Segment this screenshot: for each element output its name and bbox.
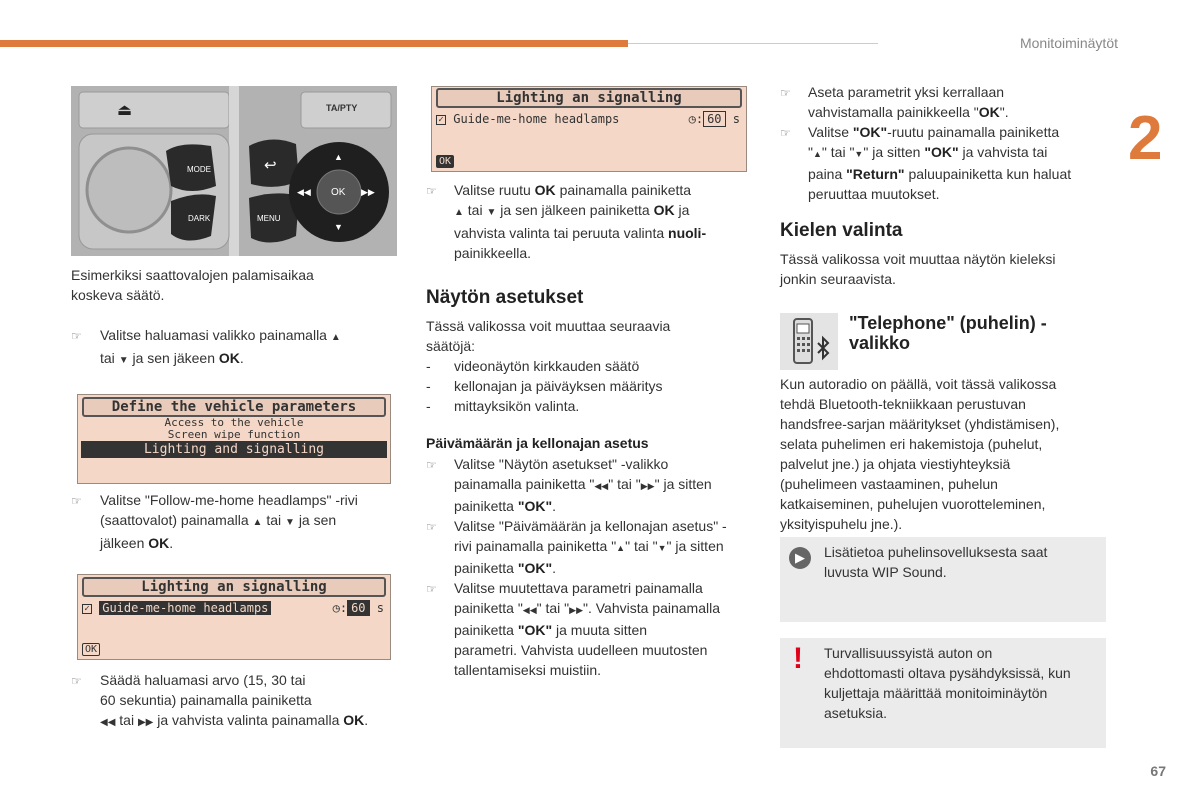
header-accent-bar [0, 40, 628, 47]
warning-box: ! Turvallisuussyistä auton on ehdottomasti oltava pysähdyksissä, kun kuljettaja määrittää monitoiminäytön asetuksia. [780, 638, 1106, 748]
info-arrow-icon: ▶ [789, 547, 811, 569]
return-icon[interactable]: ↩ [264, 157, 277, 174]
dark-button-label[interactable]: DARK [188, 214, 211, 223]
up-arrow-icon: ▲ [330, 332, 341, 343]
pointer-icon: ☞ [71, 329, 82, 343]
caption: Esimerkiksi saattovalojen palamisaikaa koskeva säätö. [71, 267, 314, 303]
right-arrow-icon: ▶▶ [137, 717, 154, 728]
lcd-row-headlamps[interactable]: ✓ Guide-me-home headlamps ◷: 60 s [436, 112, 742, 128]
ta-pty-button-label[interactable]: TA/PTY [326, 103, 358, 113]
arrow-right-icon[interactable]: ▶▶ [361, 187, 375, 197]
left-arrow-icon: ◀◀ [100, 717, 116, 728]
arrow-left-icon[interactable]: ◀◀ [297, 187, 311, 197]
up-arrow-icon: ▲ [252, 517, 263, 528]
left-arrow-icon: ◀◀ [594, 481, 609, 491]
pointer-icon: ☞ [426, 458, 437, 472]
down-arrow-icon: ▼ [657, 543, 667, 553]
lcd-line[interactable]: Access to the vehicle [164, 416, 304, 429]
up-arrow-icon: ▲ [616, 543, 626, 553]
ok-button-label[interactable]: OK [331, 187, 346, 198]
pointer-icon: ☞ [426, 184, 437, 198]
pointer-icon: ☞ [71, 674, 82, 688]
language-text: Tässä valikossa voit muuttaa näytön kieleksi jonkin seuraavista. [780, 251, 1056, 287]
pointer-icon: ☞ [71, 494, 82, 508]
lcd-lighting-2 [431, 86, 747, 172]
heading-language: Kielen valinta [780, 220, 903, 241]
step-follow-me-home: ☞ Valitse "Follow-me-home headlamps" -rivi (saattovalot) painamalla ▲ tai ▼ ja sen jälkeen OK. [71, 492, 358, 551]
lcd-define-vehicle [77, 394, 391, 484]
lcd-ok-button[interactable]: OK [436, 155, 454, 168]
lcd-line[interactable]: Screen wipe function [167, 428, 301, 441]
right-arrow-icon: ▶▶ [569, 605, 583, 615]
arrow-down-icon[interactable]: ▼ [334, 222, 343, 232]
heading-telephone-menu: "Telephone" (puhelin) - valikko [849, 313, 1047, 353]
up-arrow-icon: ▲ [812, 149, 822, 159]
menu-button-label[interactable]: MENU [257, 214, 281, 223]
list-item: ☞ Valitse "Päivämäärän ja kellonajan asetus" - rivi painamalla painiketta "▲" tai "▼" ja sitten painiketta "OK". [426, 518, 727, 576]
lcd-title: Lighting an signalling [436, 88, 742, 108]
section-title: Monitoiminäytöt [1019, 35, 1118, 51]
down-arrow-icon: ▼ [486, 207, 497, 218]
list-item: - kellonajan ja päiväyksen määritys [426, 378, 663, 394]
control-panel-photo [71, 86, 397, 256]
lcd-lighting-1 [77, 574, 391, 660]
down-arrow-icon: ▼ [285, 517, 295, 528]
down-arrow-icon: ▼ [118, 355, 129, 366]
phone-bluetooth-icon [780, 313, 838, 370]
lcd-ok-button[interactable]: OK [82, 643, 100, 656]
clock-icon: ◷ [688, 112, 696, 126]
list-item: - mittayksikön valinta. [426, 398, 580, 414]
heading-display-settings: Näytön asetukset [426, 287, 584, 308]
step-adjust-value: ☞ Säädä haluamasi arvo (15, 30 tai 60 sekuntia) painamalla painiketta ◀◀ tai ▶▶ ja vahvista valinta painamalla OK. [71, 672, 369, 728]
up-arrow-icon: ▲ [454, 207, 464, 218]
warning-icon: ! [793, 642, 803, 675]
date-time-steps [426, 454, 761, 680]
list-item: ☞ Valitse "OK"-ruutu painamalla painiketta "▲" tai "▼" ja sitten "OK" ja vahvista tai paina "Return" paluupainiketta kun haluat peruuttaa muutokset. [780, 124, 1072, 202]
checkbox-icon[interactable]: ✓ [82, 604, 92, 614]
lcd-title: Lighting an signalling [82, 577, 386, 597]
list-item: ☞ Valitse muutettava parametri painamalla painiketta "◀◀" tai "▶▶". Vahvista painamalla painiketta "OK" ja muuta sitten parametri. Vahvista uudelleen muutosten tallentamiseksi muistiin. [426, 580, 721, 678]
eject-icon[interactable]: ⏏ [117, 102, 133, 119]
step-select-menu: ☞ Valitse haluamasi valikko painamalla ▲ tai ▼ ja sen jäkeen OK. [71, 327, 341, 366]
telephone-text: Kun autoradio on päällä, voit tässä valikossa tehdä Bluetooth-tekniikkaan perustuvan handsfree-sarjan määritykset (yhdistämisen), selata puhelimen eri hakemistoja (puhelut, palvelut jne.) ja ohjata viestiyhteyksiä (puhelimeen vastaaminen, puhelun katkaiseminen, puhelujen vuorotteleminen, yksityispuhelu jne.). [780, 376, 1060, 532]
list-item: - videonäytön kirkkauden säätö [426, 358, 640, 374]
arrow-up-icon[interactable]: ▲ [334, 152, 343, 162]
list-item: ☞ Valitse "Näytön asetukset" -valikko painamalla painiketta "◀◀" tai "▶▶" ja sitten painiketta "OK". [426, 456, 712, 514]
page-number: 67 [1150, 763, 1166, 779]
mode-button-label[interactable]: MODE [187, 165, 211, 174]
lcd-selected-line[interactable]: Lighting and signalling [81, 441, 387, 458]
pointer-icon: ☞ [780, 86, 791, 100]
clock-icon: ◷ [332, 601, 340, 615]
right-arrow-icon: ▶▶ [640, 481, 655, 491]
step-select-box: ☞ Valitse ruutu OK painamalla painiketta ▲ tai ▼ ja sen jälkeen painiketta OK ja vahvista valinta tai peruuta valinta nuoli- painikkeella. [426, 182, 707, 261]
down-arrow-icon: ▼ [854, 149, 864, 159]
parameter-steps [780, 82, 1110, 204]
chapter-number: 2 [1128, 104, 1163, 173]
lcd-row-headlamps[interactable]: ✓ Guide-me-home headlamps ◷: 60 s [82, 601, 386, 617]
header-rule [628, 43, 878, 44]
pointer-icon: ☞ [426, 520, 437, 534]
subheading-date-time: Päivämäärän ja kellonajan asetus [426, 435, 649, 451]
checkbox-icon[interactable]: ✓ [436, 115, 446, 125]
left-arrow-icon: ◀◀ [522, 605, 537, 615]
display-settings-intro: Tässä valikossa voit muuttaa seuraavia säätöjä: - videonäytön kirkkauden säätö - kellonajan ja päiväyksen määritys - mittayksikön valinta. [426, 316, 756, 416]
pointer-icon: ☞ [426, 582, 437, 596]
lcd-title: Define the vehicle parameters [82, 397, 386, 417]
pointer-icon: ☞ [780, 126, 791, 140]
info-box: ▶ Lisätietoa puhelinsovelluksesta saat luvusta WIP Sound. [780, 537, 1106, 622]
list-item: ☞ Aseta parametrit yksi kerrallaan vahvistamalla painikkeella "OK". [780, 84, 1009, 120]
